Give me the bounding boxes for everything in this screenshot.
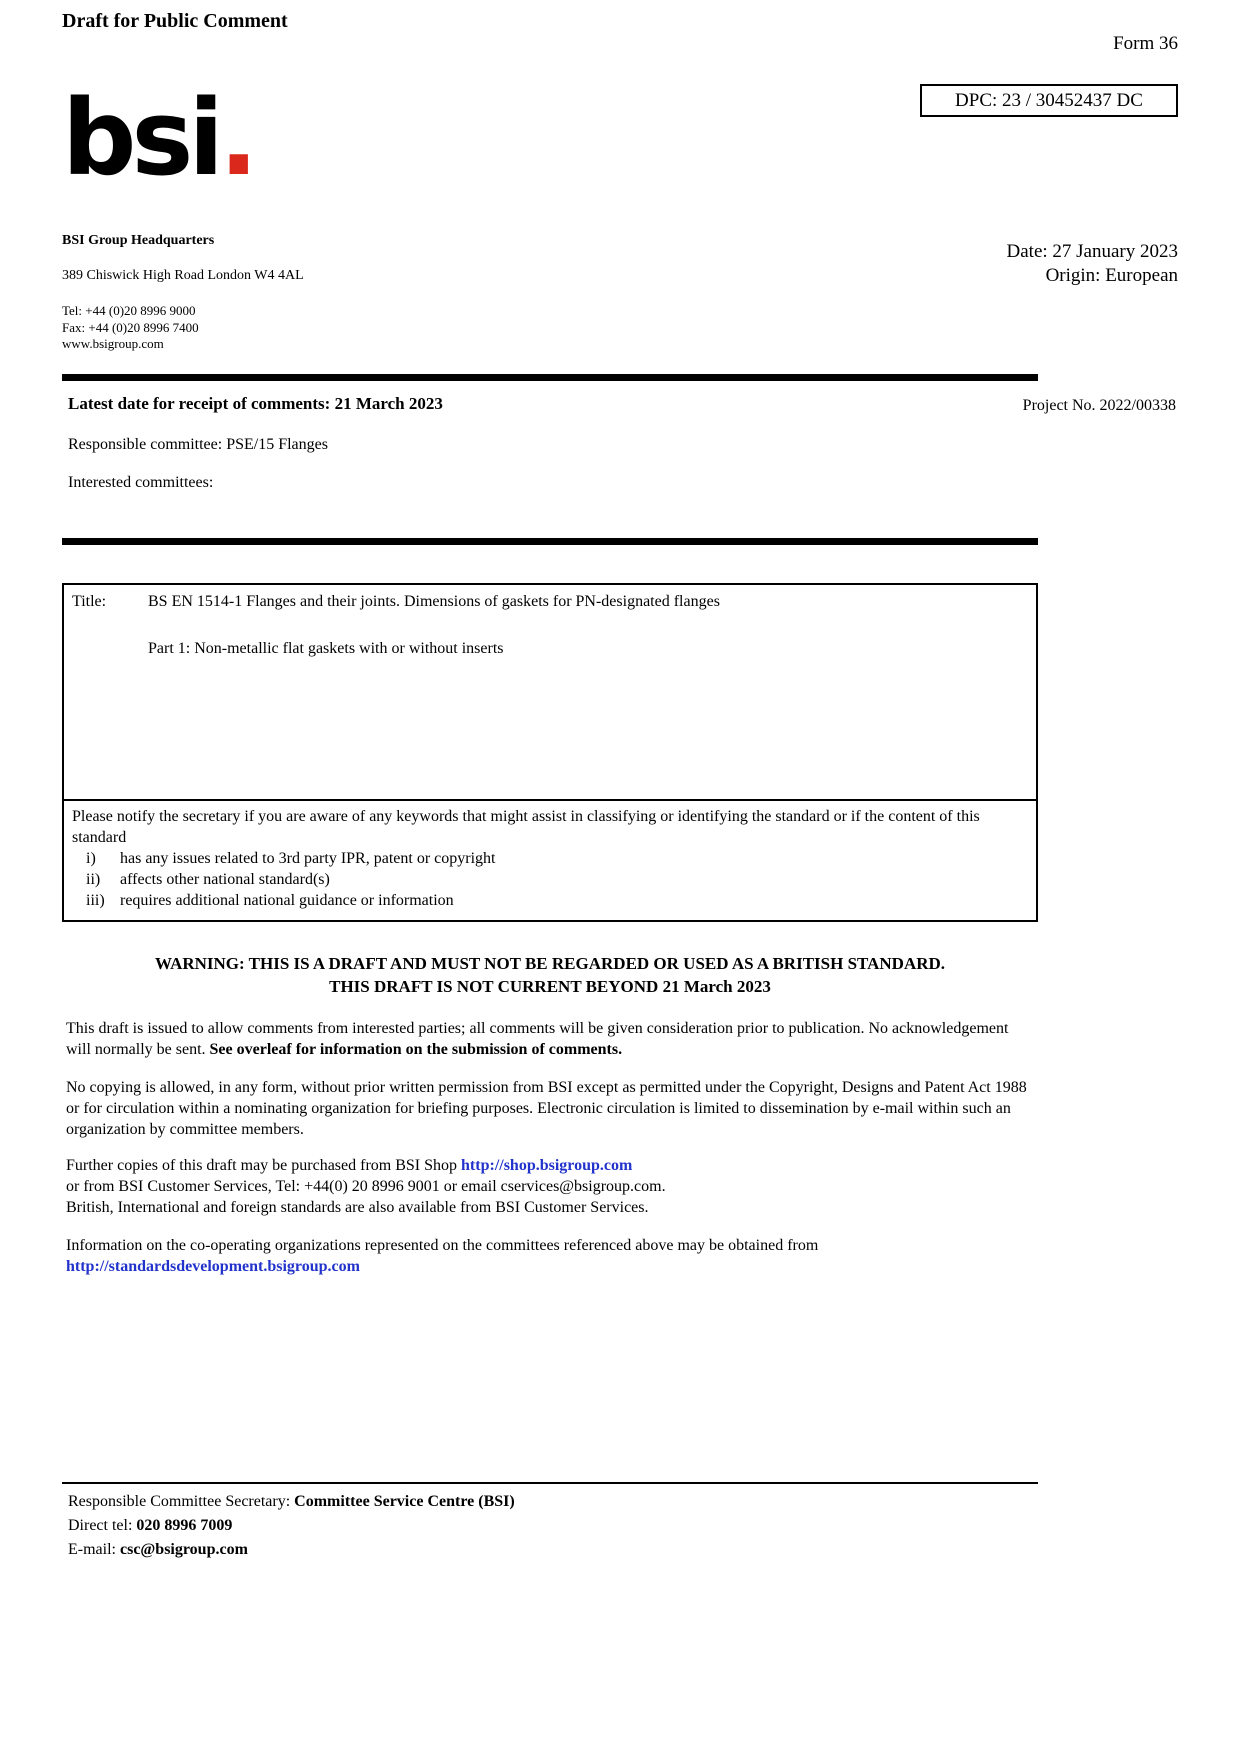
title-line2: Part 1: Non-metallic flat gaskets with or without inserts — [148, 640, 504, 657]
divider-bar-top — [62, 374, 1038, 381]
hq-tel: Tel: +44 (0)20 8996 9000 — [62, 303, 196, 318]
bsi-logo-text: bsi — [62, 77, 219, 199]
further-copies-paragraph — [66, 1155, 1032, 1218]
hq-website: www.bsigroup.com — [62, 336, 164, 351]
secretary-line — [68, 1490, 515, 1514]
warning-block — [62, 952, 1038, 998]
keywords-item-marker: ii) — [86, 871, 101, 888]
footer-block — [68, 1490, 515, 1562]
keywords-item-text: affects other national standard(s) — [120, 871, 330, 888]
email-line — [68, 1538, 515, 1562]
title-lines — [148, 593, 1028, 791]
further-copies-line1 — [66, 1155, 1032, 1176]
warning-line1: WARNING: THIS IS A DRAFT AND MUST NOT BE REGARDED OR USED AS A BRITISH STANDARD. — [154, 954, 946, 973]
origin-line: Origin: European — [1045, 265, 1178, 286]
project-number: Project No. 2022/00338 — [1022, 397, 1176, 414]
standards-development-link[interactable]: http://standardsdevelopment.bsigroup.com — [66, 1258, 360, 1275]
draft-issued-text: This draft is issued to allow comments from interested parties; all comments will be given consideration prior to publication. No acknowledgement will normally be sent. — [66, 1020, 1009, 1058]
cooperating-organizations-text: Information on the co-operating organizations represented on the committees referenced above may be obtained from — [66, 1237, 819, 1254]
bsi-logo — [62, 77, 254, 199]
email-value: csc@bsigroup.com — [119, 1541, 248, 1558]
keywords-item-text: has any issues related to 3rd party IPR, patent or copyright — [120, 850, 496, 867]
footer-divider — [62, 1482, 1038, 1484]
keywords-item-marker: iii) — [86, 892, 105, 909]
divider-bar-middle — [62, 538, 1038, 545]
keywords-intro: Please notify the secretary if you are aware of any keywords that might assist in classifying or identifying the standard or if the content of this standard — [72, 808, 980, 846]
hq-address: 389 Chiswick High Road London W4 4AL — [62, 268, 304, 283]
bsi-shop-link[interactable]: http://shop.bsigroup.com — [461, 1157, 633, 1174]
keywords-section — [64, 801, 1036, 920]
standards-availability-line: British, International and foreign standards are also available from BSI Customer Services. — [66, 1199, 649, 1216]
secretary-value: Committee Service Centre (BSI) — [294, 1493, 515, 1510]
email-label: E-mail: — [68, 1541, 120, 1558]
keywords-item — [72, 848, 1028, 869]
keywords-item-text: requires additional national guidance or information — [120, 892, 454, 909]
cooperating-organizations-paragraph — [66, 1235, 1032, 1277]
latest-date-label: Latest date for receipt of comments: 21 March 2023 — [68, 394, 443, 413]
title-section — [64, 585, 1036, 801]
form-number-label: Form 36 — [1113, 33, 1178, 54]
title-box — [62, 583, 1038, 922]
date-line: Date: 27 January 2023 — [1006, 241, 1178, 262]
interested-committees: Interested committees: — [68, 474, 214, 491]
bsi-logo-dot: . — [219, 77, 254, 199]
keywords-item-marker: i) — [86, 850, 96, 867]
hq-fax: Fax: +44 (0)20 8996 7400 — [62, 320, 199, 335]
hq-label: BSI Group Headquarters — [62, 233, 215, 248]
no-copying-paragraph: No copying is allowed, in any form, without prior written permission from BSI except as permitted under the Copyright, Designs and Patent Act 1988 or for circulation within a nominating organization for briefing purposes. Electronic circulation is limited to dissemination by e-mail within such an organization by committee members. — [66, 1079, 1027, 1138]
keywords-item — [72, 890, 1028, 911]
direct-tel-label: Direct tel: — [68, 1517, 137, 1534]
warning-line2: THIS DRAFT IS NOT CURRENT BEYOND 21 March 2023 — [329, 977, 771, 996]
draft-issued-paragraph — [66, 1018, 1032, 1060]
secretary-label: Responsible Committee Secretary: — [68, 1493, 295, 1510]
further-copies-text: Further copies of this draft may be purchased from BSI Shop — [66, 1157, 462, 1174]
title-label: Title: — [72, 593, 107, 610]
direct-tel-value: 020 8996 7009 — [136, 1517, 233, 1534]
customer-services-line: or from BSI Customer Services, Tel: +44(0) 20 8996 9001 or email cservices@bsigroup.com. — [66, 1178, 666, 1195]
responsible-committee: Responsible committee: PSE/15 Flanges — [68, 436, 328, 453]
title-line1: BS EN 1514-1 Flanges and their joints. Dimensions of gaskets for PN-designated flanges — [148, 593, 720, 610]
direct-tel-line — [68, 1514, 515, 1538]
keywords-item — [72, 869, 1028, 890]
dpc-number-box — [920, 84, 1178, 117]
dpc-number: DPC: 23 / 30452437 DC — [955, 90, 1143, 111]
draft-for-public-comment-label: Draft for Public Comment — [62, 10, 288, 32]
date-origin-block — [1007, 240, 1178, 288]
see-overleaf-text: See overleaf for information on the submission of comments. — [209, 1041, 623, 1058]
